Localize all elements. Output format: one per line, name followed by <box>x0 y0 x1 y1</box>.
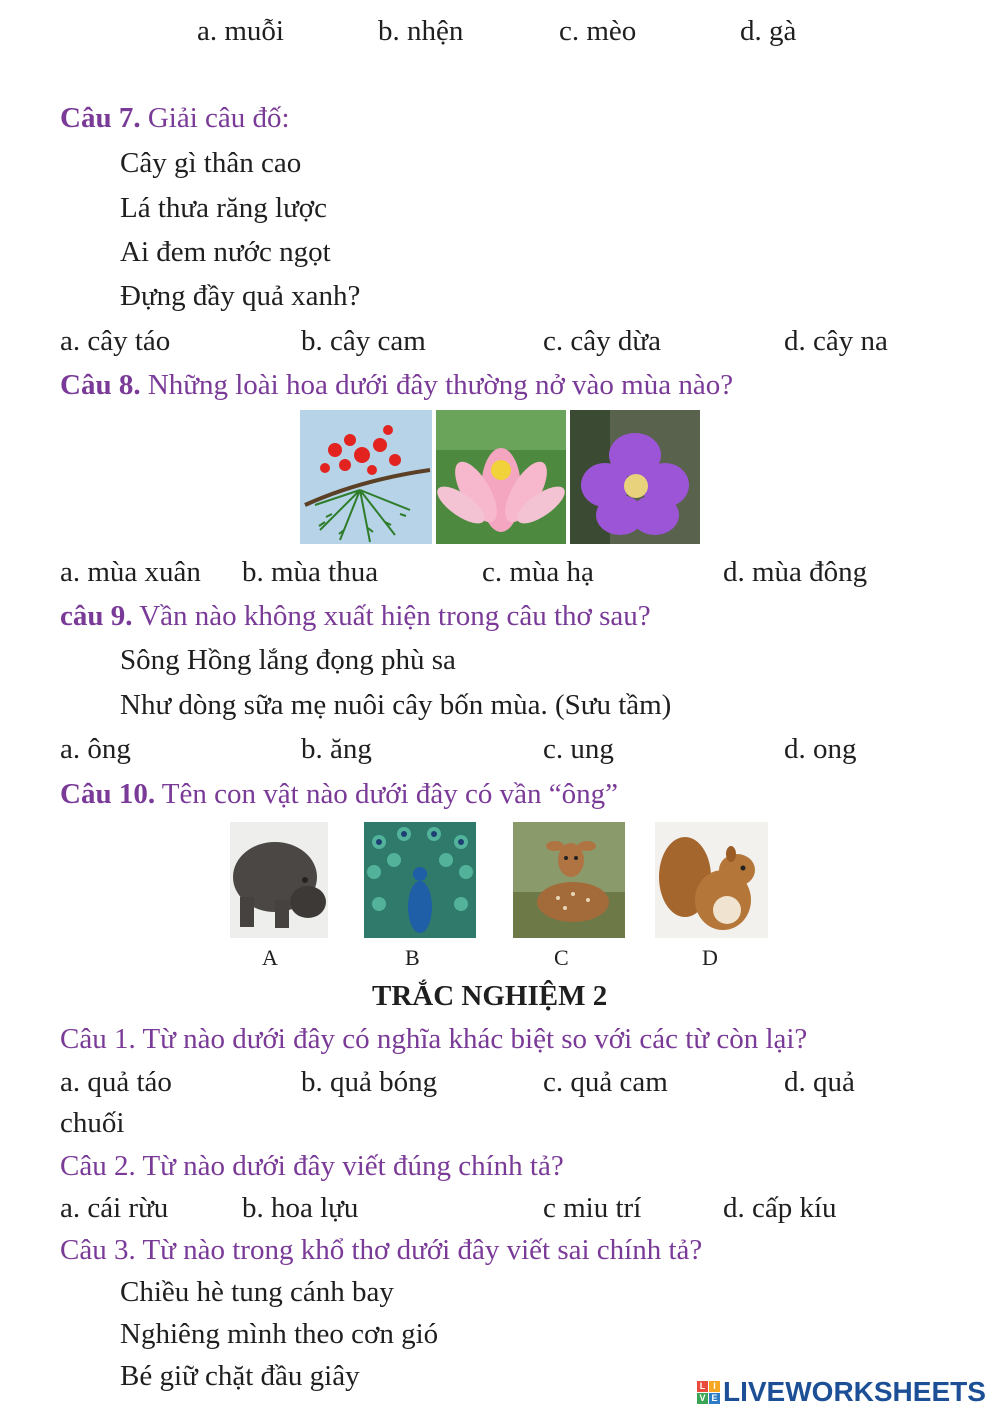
s2-q2-option-b: b. hoa lựu <box>242 1192 359 1224</box>
logo-mark-cell: E <box>709 1393 720 1404</box>
logo-mark-icon <box>697 1381 720 1404</box>
liveworksheets-logo[interactable] <box>697 1376 986 1408</box>
option-d: d. gà <box>740 15 797 47</box>
s2-q3-question: Câu 3. Từ nào trong khổ thơ dưới đây viết sai chính tả? <box>60 1234 703 1266</box>
section-heading: TRẮC NGHIỆM 2 <box>372 980 608 1012</box>
q9-poem-line: Sông Hồng lắng đọng phù sa <box>120 644 456 676</box>
q9-option-b: b. ăng <box>301 733 372 765</box>
q7-poem-line: Lá thưa răng lược <box>120 192 327 224</box>
s2-q1-option-c: c. quả cam <box>543 1066 668 1098</box>
s2-q1-option-b: b. quả bóng <box>301 1066 438 1098</box>
s2-q2-option-d: d. cấp kíu <box>723 1192 837 1224</box>
s2-q2-question: Câu 2. Từ nào dưới đây viết đúng chính tả? <box>60 1150 564 1182</box>
s2-q1-option-d-cont: chuối <box>60 1107 125 1139</box>
caption-b: B <box>405 945 420 970</box>
q10-text: Tên con vật nào dưới đây có vần “ông” <box>155 778 619 810</box>
logo-text: LIVEWORKSHEETS <box>723 1376 986 1407</box>
q9-poem-line: Như dòng sữa mẹ nuôi cây bốn mùa. (Sưu tầm) <box>120 689 672 721</box>
q9-question <box>60 599 651 633</box>
option-a: a. muỗi <box>197 15 284 47</box>
s2-q1-option-d: d. quả <box>784 1066 855 1098</box>
lotus-flower-image <box>436 410 566 544</box>
q7-text: Giải câu đố: <box>140 102 290 134</box>
q9-option-c: c. ung <box>543 733 614 765</box>
logo-mark-cell: V <box>697 1393 708 1404</box>
q7-option-c: c. cây dừa <box>543 325 661 357</box>
s2-q3-poem-line: Bé giữ chặt đầu giây <box>120 1360 360 1392</box>
flame-tree-flower-image <box>300 410 432 544</box>
logo-mark-cell: I <box>709 1381 720 1392</box>
q9-text: Vần nào không xuất hiện trong câu thơ sau? <box>132 600 651 632</box>
s2-q2-option-c: c miu trí <box>543 1192 642 1224</box>
peacock-image <box>364 822 476 938</box>
s2-q2-option-a: a. cái rừu <box>60 1192 169 1224</box>
q8-option-a: a. mùa xuân <box>60 556 201 588</box>
q7-option-b: b. cây cam <box>301 325 426 357</box>
crape-myrtle-flower-image <box>570 410 700 544</box>
caption-c: C <box>554 945 569 970</box>
option-c: c. mèo <box>559 15 637 47</box>
q7-label: Câu 7. <box>60 102 141 134</box>
q9-label: câu 9. <box>60 600 133 632</box>
caption-d: D <box>702 945 718 970</box>
q8-option-c: c. mùa hạ <box>482 556 594 588</box>
q8-option-b: b. mùa thua <box>242 556 379 588</box>
option-b: b. nhện <box>378 15 464 47</box>
q7-option-a: a. cây táo <box>60 325 171 357</box>
q10-label: Câu 10. <box>60 778 156 810</box>
caption-a: A <box>262 945 278 970</box>
q10-question <box>60 777 618 811</box>
q7-poem-line: Ai đem nước ngọt <box>120 236 331 268</box>
q8-question <box>60 368 733 402</box>
q8-label: Câu 8. <box>60 369 141 401</box>
s2-q1-option-a: a. quả táo <box>60 1066 172 1098</box>
q7-poem-line: Đựng đầy quả xanh? <box>120 280 361 312</box>
s2-q1-question: Câu 1. Từ nào dưới đây có nghĩa khác biệt so với các từ còn lại? <box>60 1023 808 1055</box>
squirrel-image <box>655 822 768 938</box>
q9-option-d: d. ong <box>784 733 857 765</box>
s2-q3-poem-line: Chiều hè tung cánh bay <box>120 1276 394 1308</box>
deer-image <box>513 822 625 938</box>
q7-poem-line: Cây gì thân cao <box>120 147 302 179</box>
s2-q3-poem-line: Nghiêng mình theo cơn gió <box>120 1318 439 1350</box>
q7-question <box>60 101 290 135</box>
q7-option-d: d. cây na <box>784 325 888 357</box>
logo-mark-cell: L <box>697 1381 708 1392</box>
q8-text: Những loài hoa dưới đây thường nở vào mùa nào? <box>140 369 734 401</box>
hippo-image <box>230 822 328 938</box>
q9-option-a: a. ông <box>60 733 131 765</box>
q8-option-d: d. mùa đông <box>723 556 868 588</box>
